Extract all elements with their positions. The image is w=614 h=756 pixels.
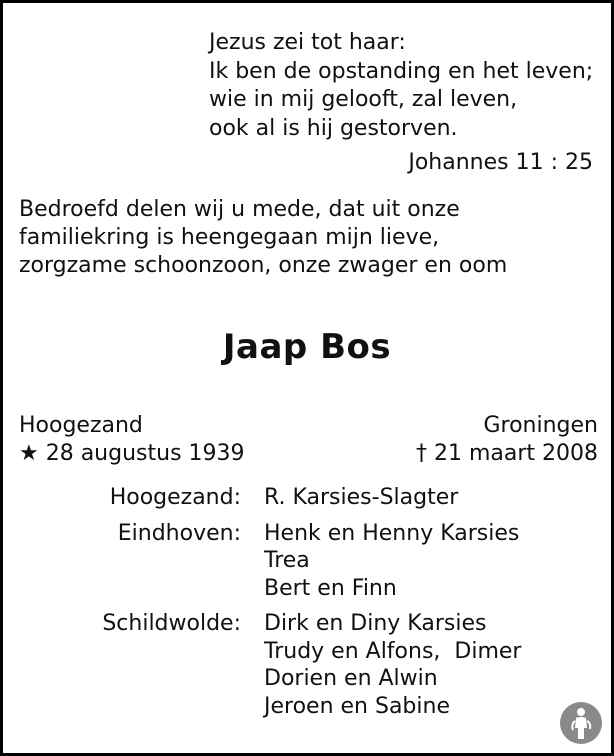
family-member: Henk en Henny Karsies	[264, 520, 520, 546]
family-group	[3, 520, 611, 603]
family-member: Jeroen en Sabine	[264, 693, 450, 719]
family-city: Eindhoven:	[117, 520, 241, 546]
birth-date: ★ 28 augustus 1939	[19, 441, 245, 466]
family-member: Dorien en Alwin	[264, 666, 438, 691]
family-member: R. Karsies-Slagter	[264, 485, 459, 510]
family-member: Dirk en Diny Karsies	[264, 611, 487, 636]
birth-info	[19, 412, 245, 468]
death-date: † 21 maart 2008	[415, 441, 598, 466]
verse-reference: Johannes 11 : 25	[408, 150, 593, 175]
family-member: Trudy en Alfons, Dimer	[264, 638, 522, 664]
death-place: Groningen	[483, 413, 598, 438]
family-group	[3, 610, 611, 720]
bible-verse	[209, 29, 593, 143]
family-city: Schildwolde:	[102, 611, 241, 636]
announcement-text	[19, 196, 507, 280]
verse-line: ook al is hij gestorven.	[209, 115, 458, 141]
verse-line: Ik ben de opstanding en het leven;	[209, 58, 594, 84]
family-list	[3, 484, 611, 728]
announcement-line: familiekring is heengegaan mijn lieve,	[19, 225, 440, 250]
announcement-line: zorgzame schoonzoon, onze zwager en oom	[19, 253, 508, 278]
family-group	[3, 484, 611, 512]
verse-line: Jezus zei tot haar:	[209, 30, 406, 55]
announcement-line: Bedroefd delen wij u mede, dat uit onze	[19, 197, 460, 222]
family-city: Hoogezand:	[109, 485, 241, 510]
birth-place: Hoogezand	[19, 413, 143, 438]
verse-line: wie in mij gelooft, zal leven,	[209, 87, 518, 112]
memorial-figure-icon	[559, 701, 603, 745]
death-info	[416, 412, 598, 468]
deceased-name: Jaap Bos	[222, 327, 392, 367]
family-member: Bert en Finn	[264, 575, 397, 601]
family-member: Trea	[264, 548, 310, 573]
